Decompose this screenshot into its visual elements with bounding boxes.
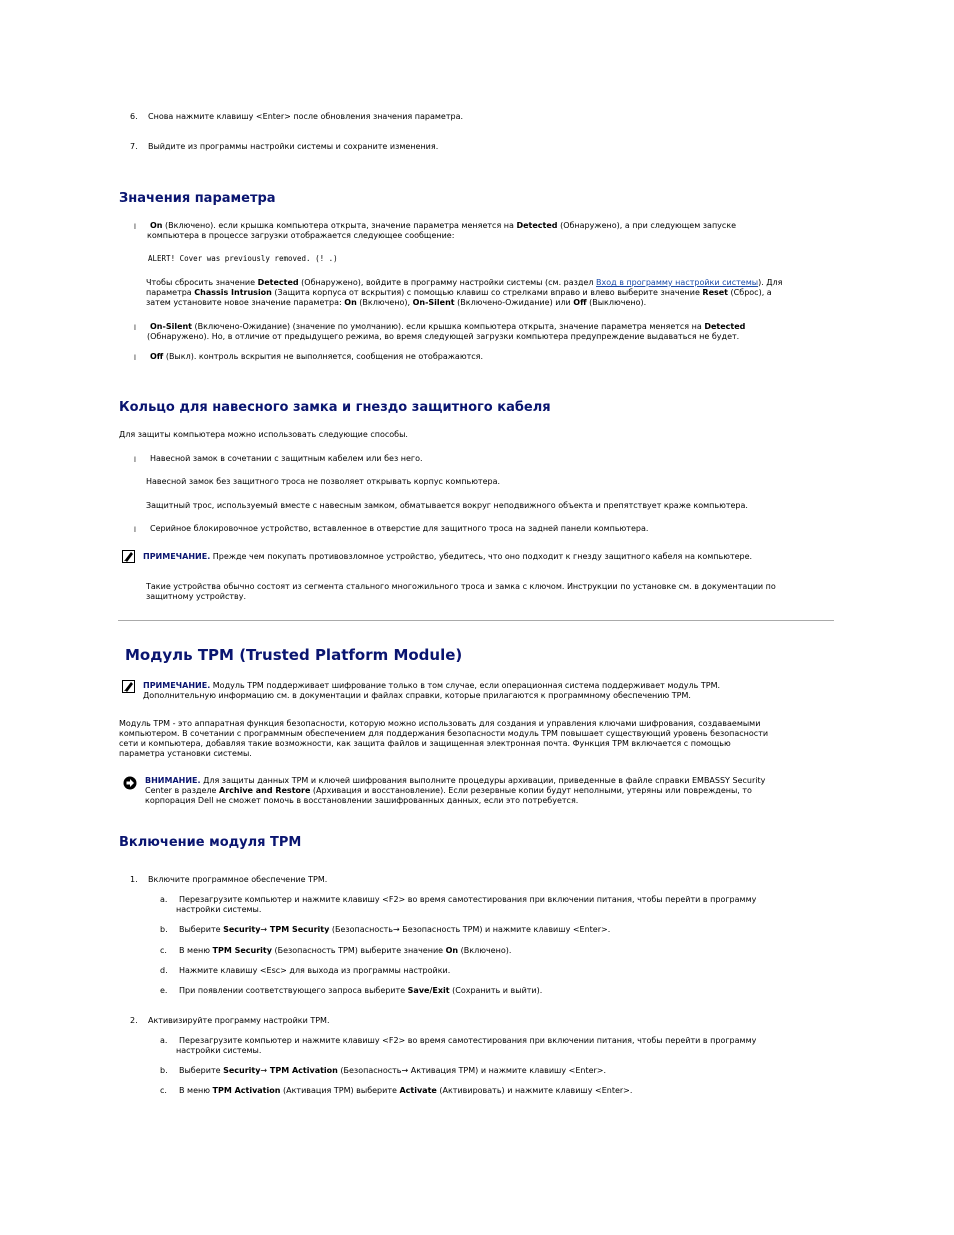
tpm-para-l2: компьютером. В сочетании с программным обеспечением для поддержания безопасности модуль TPM повышает существующий уровень безопасности [119,729,769,738]
devices-para-l2: защитному устройству. [146,592,247,601]
padlock-para-1: Навесной замок без защитного троса не позволяет открывать корпус компьютера. [146,477,501,486]
caution-l3: корпорация Dell не сможет помочь в восстановлении зашифрованных данных, если это потребуется. [145,796,579,805]
step-6-text: Снова нажмите клавишу <Enter> после обновления значения параметра. [148,112,464,121]
bullet-lock-device: Серийное блокировочное устройство, вставленное в отверстие для защитного троса на задней панели компьютера. [150,524,649,533]
divider [118,620,834,621]
bullet-marker: l [134,354,136,362]
arrow-right-icon: → [260,925,268,934]
arrow-right-icon: → [401,1066,409,1075]
padlock-para-2: Защитный трос, используемый вместе с навесным замком, обматывается вокруг неподвижного объекта и препятствует краже компьютера. [146,501,748,510]
substep-b: Выберите Security→ TPM Security (Безопасность→ Безопасность TPM) и нажмите клавишу <Enter>. [179,925,611,934]
step-2-num: 2. [130,1016,138,1025]
step-1: Включите программное обеспечение TPM. [148,875,328,884]
substep2-b: Выберите Security→ TPM Activation (Безопасность→ Активация TPM) и нажмите клавишу <Enter>. [179,1066,607,1075]
caution-l2: Center в разделе Archive and Restore (Архивация и восстановление). Если резервные копии будут неполными, утеряны или повреждены, то [145,786,752,795]
bullet-on-silent: On-Silent (Включено-Ожидание) (значение по умолчанию). если крышка компьютера открыта, значение параметра меняется на Detected [150,322,746,331]
substep-b-label: b. [160,925,168,934]
note-icon [122,550,135,563]
setup-link[interactable]: Вход в программу настройки системы [596,278,759,287]
substep2-b-label: b. [160,1066,168,1075]
note-padlock: ПРИМЕЧАНИЕ. Прежде чем покупать противовзломное устройство, убедитесь, что оно подходит к гнезду защитного кабеля на компьютере. [143,552,753,561]
tpm-para-l1: Модуль TPM - это аппаратная функция безопасности, которую можно использовать для создания и управления ключами шифрования, создаваемыми [119,719,761,728]
caution-l1: ВНИМАНИЕ. Для защиты данных TPM и ключей шифрования выполните процедуры архивации, приведенные в файле справки EMBASSY Security [145,776,766,785]
bullet-on-line2: компьютера в процессе загрузки отображается следующее сообщение: [147,231,455,240]
reset-paragraph-l2: параметра Chassis Intrusion (Защита корпуса от вскрытия) с помощью клавиш со стрелками вправо и влево выберите значение Reset (Сброс), а [146,288,772,297]
substep-d-label: d. [160,966,168,975]
alert-message: ALERT! Cover was previously removed. (! .) [148,254,338,263]
substep2-a-l1: Перезагрузите компьютер и нажмите клавишу <F2> во время самотестирования при включении питания, чтобы перейти в программу [179,1036,757,1045]
substep-e: При появлении соответствующего запроса выберите Save/Exit (Сохранить и выйти). [179,986,543,995]
bullet-marker: l [134,223,136,231]
section-title-parameter-values: Значения параметра [119,191,276,206]
substep2-c: В меню TPM Activation (Активация TPM) выберите Activate (Активировать) и нажмите клавишу <Enter>. [179,1086,633,1095]
reset-paragraph-l3: затем установите новое значение параметра: On (Включено), On-Silent (Включено-Ожидание) или Off (Выключено). [146,298,647,307]
arrow-right-icon: → [260,1066,268,1075]
bullet-on-silent-l2: (Обнаружено). Но, в отличие от предыдущего режима, во время следующей загрузки компьютера предупреждение выдаваться не будет. [147,332,740,341]
note-tpm-l2: Дополнительную информацию см. в документации и файлах справки, которые прилагаются к программному обеспечению TPM. [143,691,691,700]
substep-a-l2: настройки системы. [176,905,262,914]
bullet-on: On (Включено). если крышка компьютера открыта, значение параметра меняется на Detected (Обнаружено), а при следующем запуске [150,221,737,230]
substep-e-label: e. [160,986,168,995]
step-6: 6. [130,112,138,121]
bullet-marker: l [134,324,136,332]
step-7: 7. [130,142,138,151]
step-2: Активизируйте программу настройки TPM. [148,1016,330,1025]
step-1-num: 1. [130,875,138,884]
tpm-para-l3: сети и компьютера, добавляя такие возможности, как защита файлов и защищенная электронная почта. Функция TPM включается с помощью [119,739,731,748]
bullet-padlock: Навесной замок в сочетании с защитным кабелем или без него. [150,454,423,463]
tpm-para-l4: параметра установки системы. [119,749,252,758]
bullet-marker: l [134,456,136,464]
section-title-padlock: Кольцо для навесного замка и гнездо защитного кабеля [119,400,551,415]
padlock-intro: Для защиты компьютера можно использовать следующие способы. [119,430,408,439]
substep-a-label: a. [160,895,168,904]
section-title-enable-tpm: Включение модуля TPM [119,835,302,850]
arrow-right-icon: → [392,925,400,934]
substep2-a-label: a. [160,1036,168,1045]
substep2-c-label: c. [160,1086,167,1095]
section-title-tpm: Модуль TPM (Trusted Platform Module) [125,646,463,664]
note-tpm-l1: ПРИМЕЧАНИЕ. Модуль TPM поддерживает шифрование только в том случае, если операционная система поддерживает модуль TPM. [143,681,721,690]
reset-paragraph-l1: Чтобы сбросить значение Detected (Обнаружено), войдите в программу настройки системы (см. раздел Вход в программу настройки системы). Для [146,278,783,287]
substep-d: Нажмите клавишу <Esc> для выхода из программы настройки. [179,966,451,975]
substep-c-label: c. [160,946,167,955]
bullet-off: Off (Выкл). контроль вскрытия не выполняется, сообщения не отображаются. [150,352,483,361]
note-icon [122,680,135,693]
substep2-a-l2: настройки системы. [176,1046,262,1055]
substep-c: В меню TPM Security (Безопасность TPM) выберите значение On (Включено). [179,946,512,955]
devices-para-l1: Такие устройства обычно состоят из сегмента стального многожильного троса и замка с ключом. Инструкции по установке см. в документации по [146,582,776,591]
step-7-text: Выйдите из программы настройки системы и сохраните изменения. [148,142,439,151]
substep-a-l1: Перезагрузите компьютер и нажмите клавишу <F2> во время самотестирования при включении питания, чтобы перейти в программу [179,895,757,904]
caution-icon [123,776,137,790]
bullet-marker: l [134,526,136,534]
